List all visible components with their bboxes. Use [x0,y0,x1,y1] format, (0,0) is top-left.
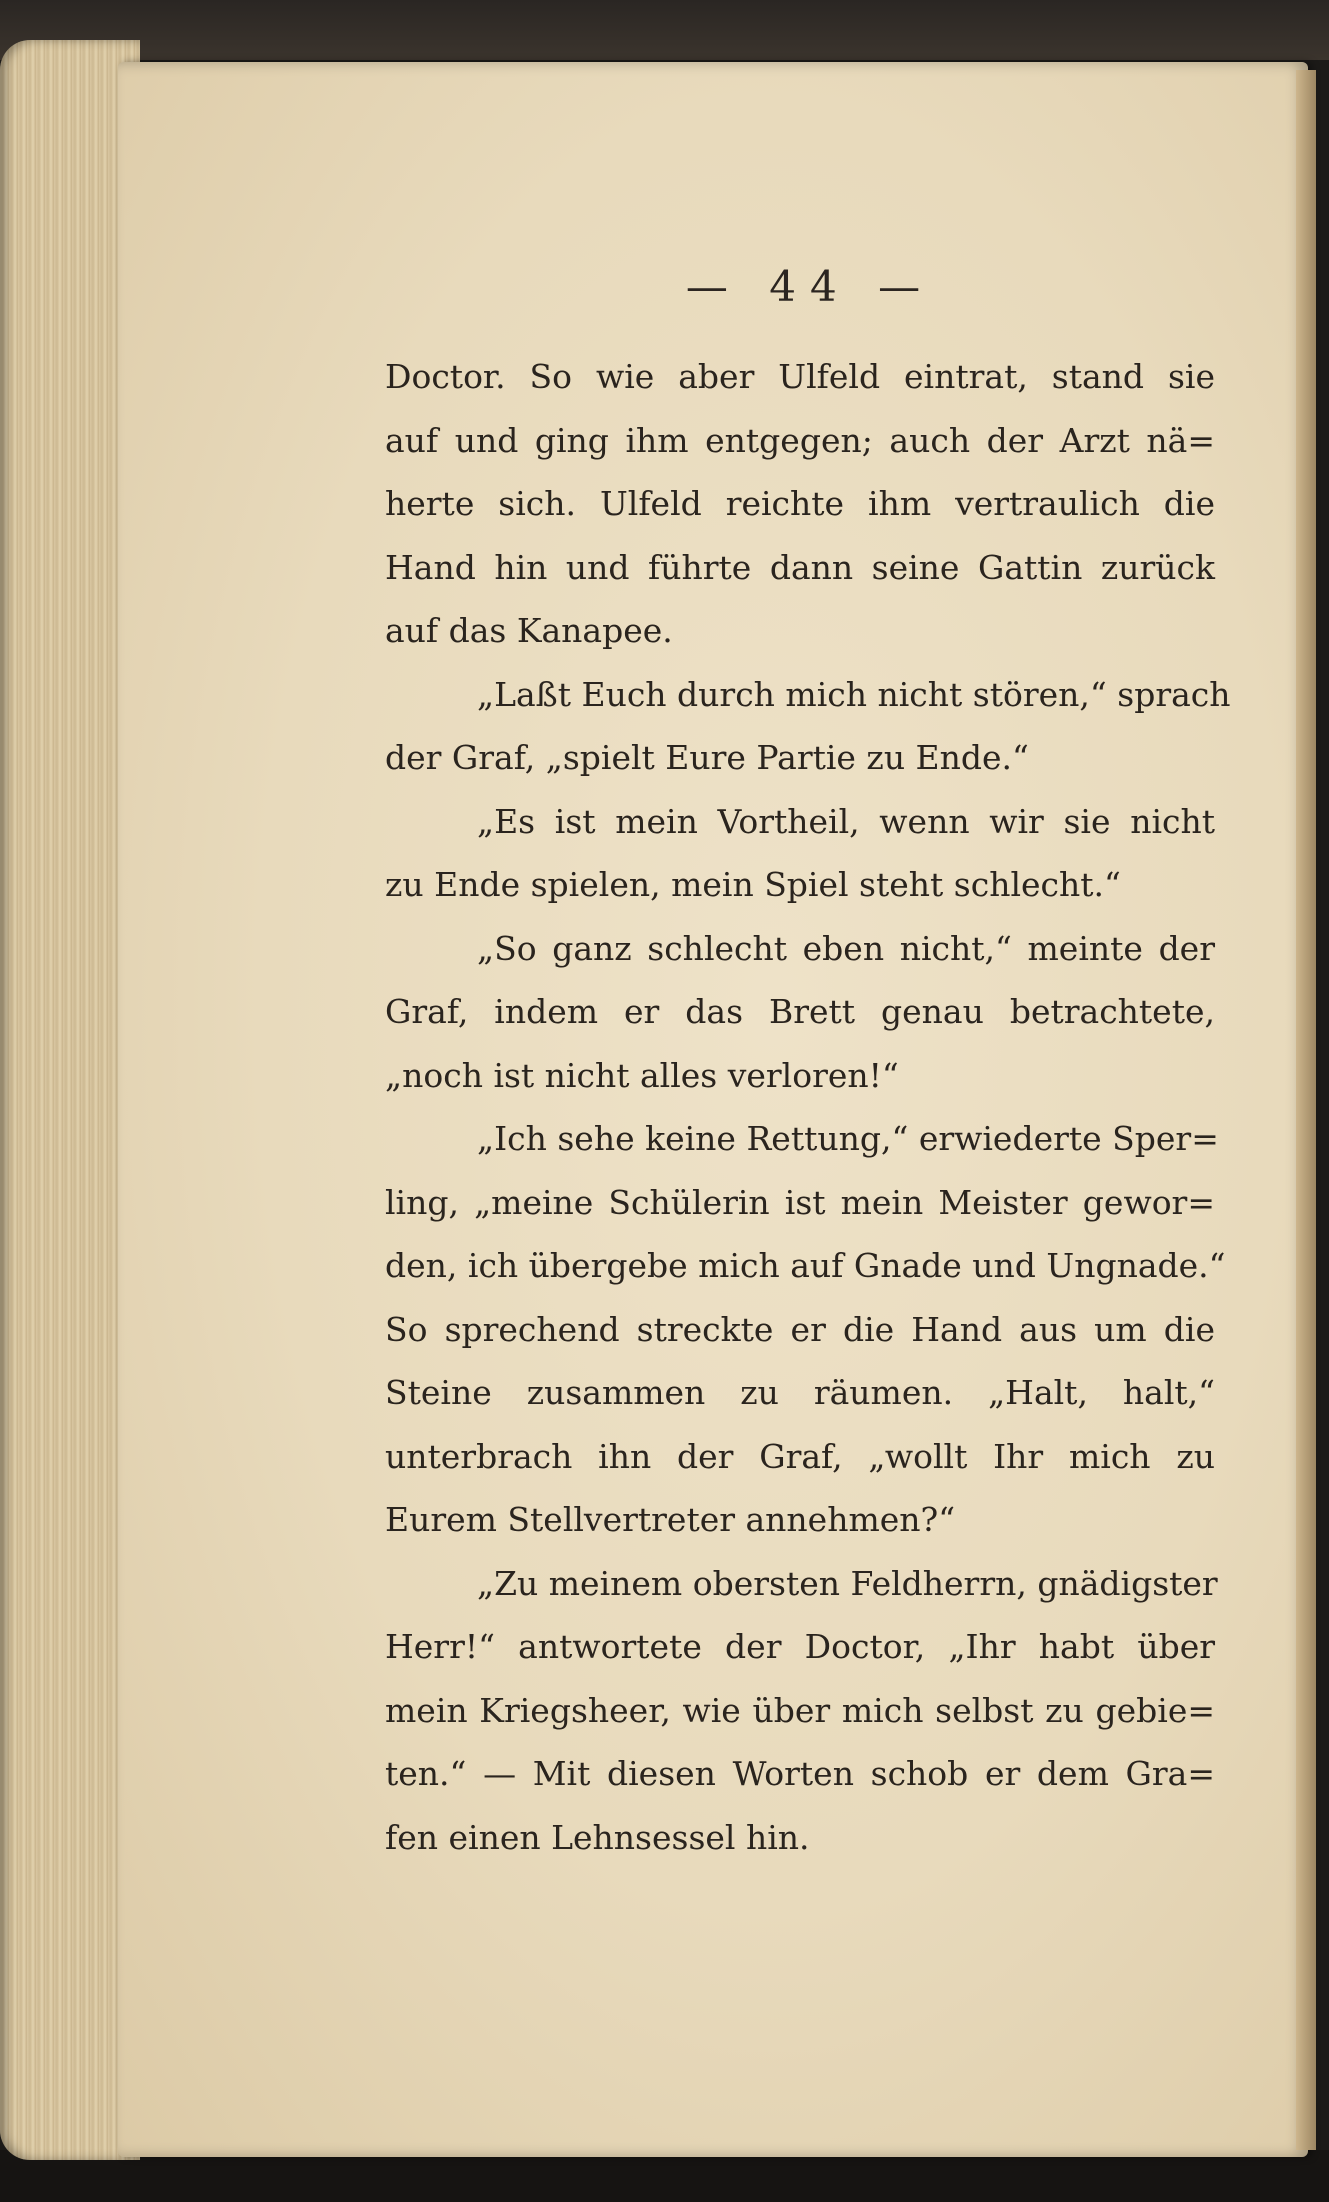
text-line: unterbrach ihn der Graf, „wollt Ihr mich zu [385,1436,1215,1476]
text-line: „noch ist nicht alles verloren!“ [385,1055,899,1095]
text-line: Hand hin und führte dann seine Gattin zurück [385,547,1215,587]
text-line: „So ganz schlecht eben nicht,“ meinte der [477,928,1215,968]
text-line: „Ich sehe keine Rettung,“ erwiederte Sper= [477,1119,1219,1158]
text-line: ten.“ — Mit diesen Worten schob er dem Gra= [385,1754,1215,1793]
text-line: Graf, indem er das Brett genau betrachtete, [385,992,1215,1031]
scan-background-bottom [0,2150,1329,2202]
page-number: — 44 — [685,262,935,311]
text-line: „Es ist mein Vortheil, wenn wir sie nicht [477,801,1215,841]
text-line: So sprechend streckte er die Hand aus um die [385,1309,1215,1349]
text-line: Eurem Stellvertreter annehmen?“ [385,1500,956,1539]
text-line: zu Ende spielen, mein Spiel steht schlecht.“ [385,865,1121,904]
text-line: auf und ging ihm entgegen; auch der Arzt nä= [385,420,1215,460]
scan-background-top [0,0,1329,60]
text-line: herte sich. Ulfeld reichte ihm vertraulich die [385,484,1215,523]
text-line: Doctor. So wie aber Ulfeld eintrat, stand sie [385,357,1215,396]
text-line: Herr!“ antwortete der Doctor, „Ihr habt über [385,1627,1215,1666]
text-line: den, ich übergebe mich auf Gnade und Ungnade.“ [385,1246,1226,1285]
text-line: mein Kriegsheer, wie über mich selbst zu gebie= [385,1690,1215,1730]
body-text [385,345,1231,1869]
text-line: fen einen Lehnsessel hin. [385,1817,810,1857]
text-line: „Zu meinem obersten Feldherrn, gnädigster [477,1563,1218,1603]
text-line: der Graf, „spielt Eure Partie zu Ende.“ [385,738,1029,777]
text-line: Steine zusammen zu räumen. „Halt, halt,“ [385,1373,1215,1412]
text-line: ling, „meine Schülerin ist mein Meister gewor= [385,1182,1215,1222]
text-line: „Laßt Euch durch mich nicht stören,“ sprach [477,674,1231,714]
page-edge [1296,70,1316,2150]
text-line: auf das Kanapee. [385,611,673,650]
